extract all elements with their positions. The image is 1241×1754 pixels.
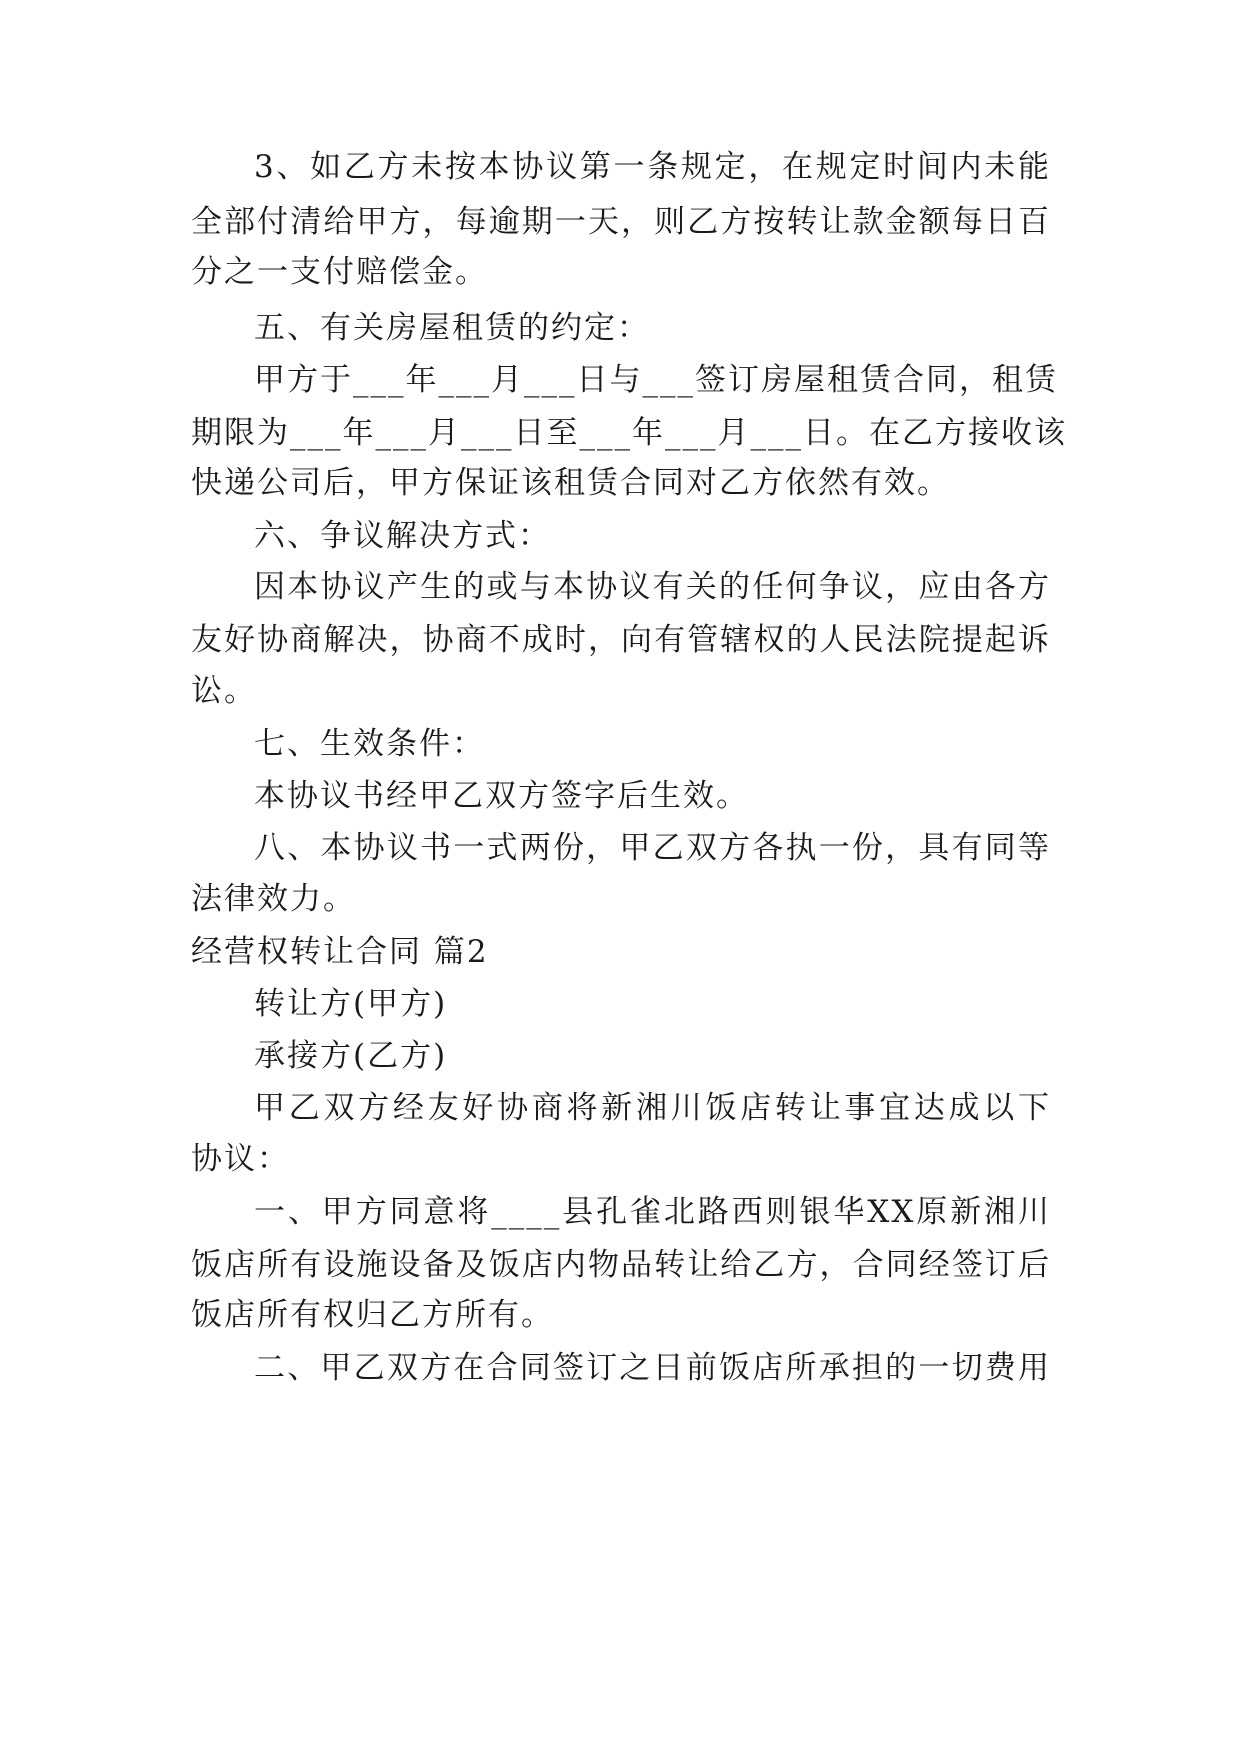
section-8-line-2: 法律效力。 (191, 881, 356, 917)
section-5-line-2: 期限为___年___月___日至___年___月___日。在乙方接收该 (191, 415, 1067, 451)
clause-4-3-line-1: 3、如乙方未按本协议第一条规定，在规定时间内未能 (254, 149, 1051, 185)
transferor-label: 转让方(甲方) (254, 986, 448, 1022)
section-5-heading: 五、有关房屋租赁的约定： (254, 310, 650, 346)
clause-4-3-line-2: 全部付清给甲方，每逾期一天，则乙方按转让款金额每日百 (191, 204, 1051, 240)
article-2-clause-2-line-1: 二、甲乙双方在合同签订之日前饭店所承担的一切费用 (254, 1350, 1051, 1386)
article-2-clause-1-line-3: 饭店所有权归乙方所有。 (191, 1297, 554, 1333)
article-2-clause-1-line-1: 一、甲方同意将____县孔雀北路西则银华XX原新湘川 (254, 1194, 1051, 1230)
preamble-line-2: 协议： (191, 1141, 290, 1177)
article-2-title: 经营权转让合同 篇2 (191, 934, 489, 970)
section-5-line-3: 快递公司后，甲方保证该租赁合同对乙方依然有效。 (191, 465, 950, 501)
section-6-line-1: 因本协议产生的或与本协议有关的任何争议，应由各方 (254, 569, 1051, 605)
section-8-line-1: 八、本协议书一式两份，甲乙双方各执一份，具有同等 (254, 830, 1051, 866)
section-5-line-1: 甲方于___年___月___日与___签订房屋租赁合同，租赁 (254, 362, 1058, 398)
clause-4-3-line-3: 分之一支付赔偿金。 (191, 254, 488, 290)
section-6-line-3: 讼。 (191, 673, 257, 709)
preamble-line-1: 甲乙双方经友好协商将新湘川饭店转让事宜达成以下 (254, 1090, 1051, 1126)
article-2-clause-1-line-2: 饭店所有设施设备及饭店内物品转让给乙方，合同经签订后 (191, 1247, 1051, 1283)
section-7-heading: 七、生效条件： (254, 726, 485, 762)
section-6-line-2: 友好协商解决，协商不成时，向有管辖权的人民法院提起诉 (191, 622, 1051, 658)
transferee-label: 承接方(乙方) (254, 1038, 448, 1074)
section-6-heading: 六、争议解决方式： (254, 518, 551, 554)
section-7-line-1: 本协议书经甲乙双方签字后生效。 (254, 778, 749, 814)
